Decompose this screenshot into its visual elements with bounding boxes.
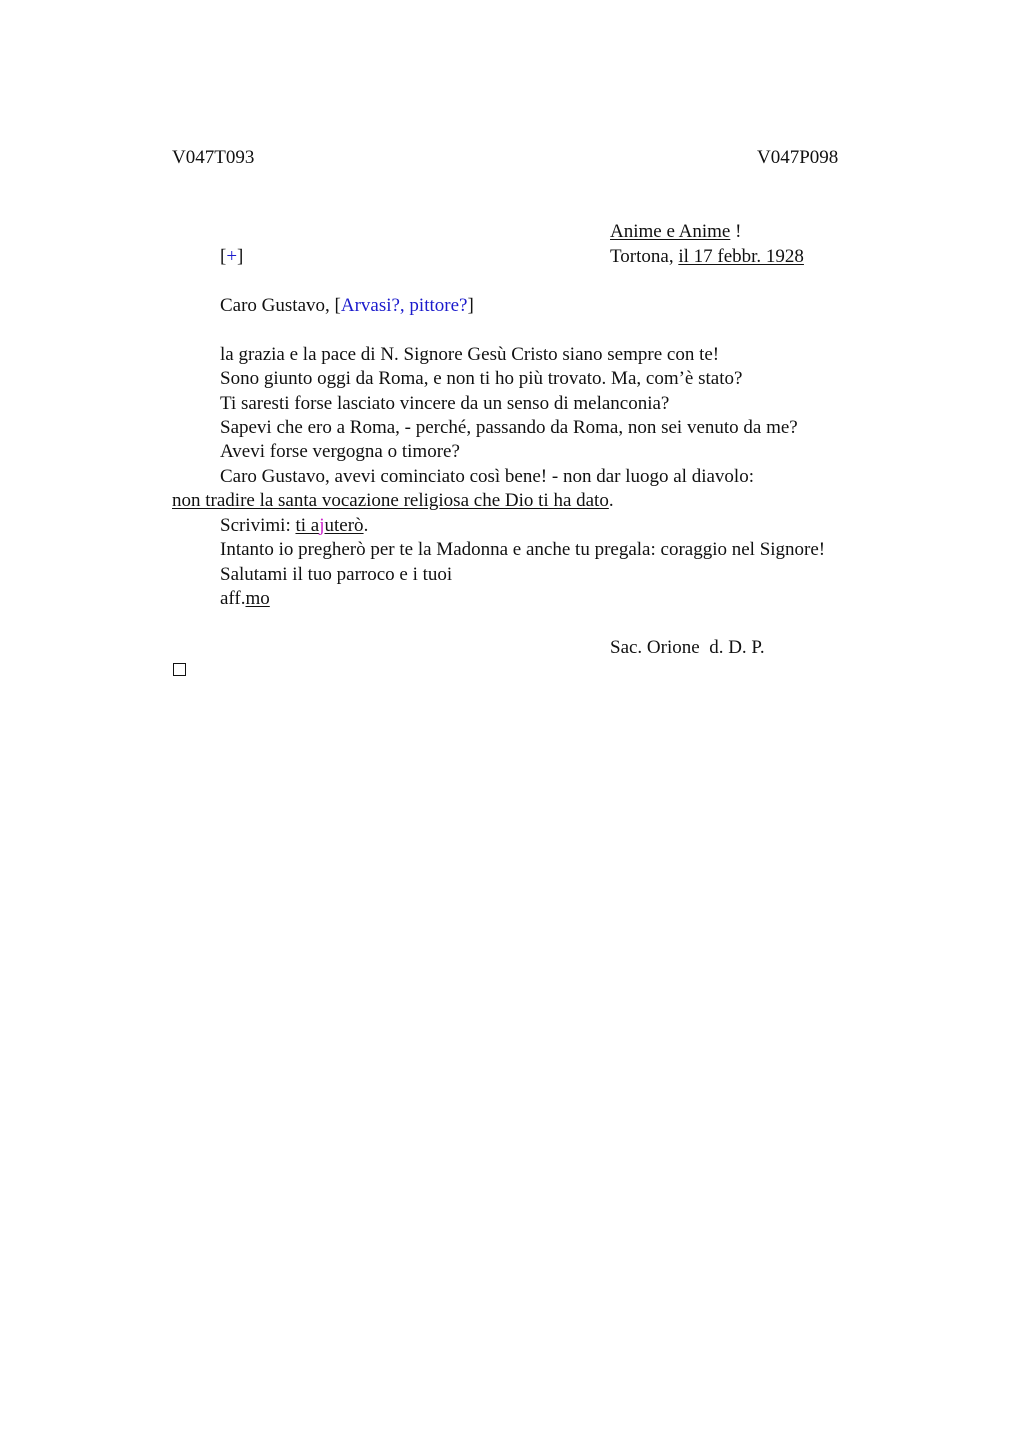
- body-line: Caro Gustavo, avevi cominciato così bene! - non dar luogo al diavolo:: [220, 466, 754, 487]
- document-code-right: V047P098: [757, 147, 839, 168]
- body-line: Avevi forse vergogna o timore?: [220, 441, 460, 462]
- note-bracket-open: [: [334, 295, 341, 316]
- motto-suffix: !: [730, 221, 742, 242]
- bracket-open: [: [220, 246, 227, 267]
- signature: Sac. Orione d. D. P.: [610, 637, 765, 658]
- closing-affmo: [220, 587, 270, 611]
- body-line: Salutami il tuo parroco e i tuoi: [220, 564, 453, 585]
- body-line: la grazia e la pace di N. Signore Gesù Cristo siano sempre con te!: [220, 344, 720, 365]
- document-code-left: V047T093: [172, 147, 255, 168]
- affmo-suffix: mo: [245, 588, 270, 609]
- bracket-close: ]: [237, 246, 244, 267]
- scrivimi-correction: j: [319, 515, 325, 536]
- scrivimi-part3: uterò: [324, 515, 364, 536]
- scrivimi-prefix: Scrivimi:: [220, 515, 296, 536]
- body-line-scrivimi: [220, 514, 368, 538]
- cross-icon: +: [226, 246, 238, 267]
- cross-marker: [220, 245, 243, 269]
- salutation-text: Caro Gustavo,: [220, 295, 335, 316]
- place: Tortona,: [610, 246, 679, 267]
- motto-text: Anime e Anime: [610, 221, 731, 242]
- body-line-underlined: [172, 489, 614, 513]
- body-line: Sono giunto oggi da Roma, e non ti ho più trovato. Ma, com’è stato?: [220, 368, 743, 389]
- date: il 17 febbr. 1928: [678, 246, 804, 267]
- editorial-note: Arvasi?, pittore?: [340, 295, 468, 316]
- body-line: Intanto io pregherò per te la Madonna e anche tu pregala: coraggio nel Signore!: [220, 539, 826, 560]
- letter-motto: [610, 220, 741, 244]
- underlined-suffix: .: [608, 490, 614, 511]
- place-date: [610, 245, 804, 269]
- underlined-text: non tradire la santa vocazione religiosa che Dio ti ha dato: [172, 490, 609, 511]
- salutation: [220, 294, 474, 318]
- note-bracket-close: ]: [467, 295, 474, 316]
- end-box-icon: [173, 663, 186, 676]
- body-line: Sapevi che ero a Roma, - perché, passando da Roma, non sei venuto da me?: [220, 417, 798, 438]
- affmo-prefix: aff.: [220, 588, 246, 609]
- scrivimi-part1: ti a: [295, 515, 320, 536]
- scrivimi-suffix: .: [363, 515, 369, 536]
- body-line: Ti saresti forse lasciato vincere da un senso di melanconia?: [220, 393, 670, 414]
